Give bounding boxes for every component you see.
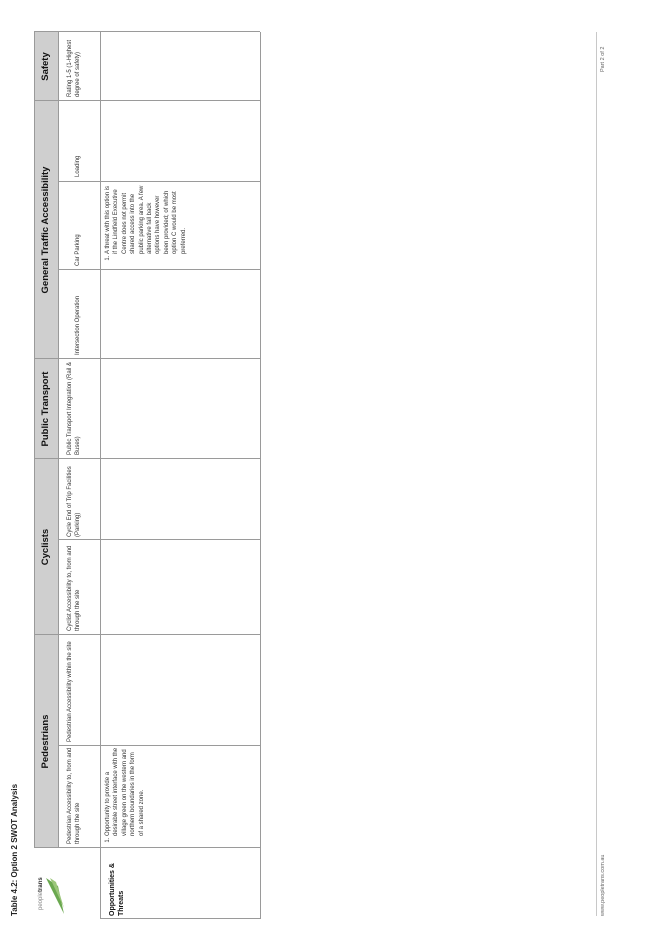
col-border-car-parking — [58, 269, 260, 270]
col-border-general-traffic — [34, 358, 260, 359]
subheader-safety-rating: Rating 1-5 (1-Highest degree of safety) — [67, 39, 81, 97]
col-border-safety — [34, 100, 260, 101]
footer-rule — [596, 32, 597, 916]
table-bottom-border — [260, 32, 261, 919]
subheader-cyc-end: Cycle End of Trip Facilities (Parking) — [67, 466, 81, 537]
header-band-bottom — [58, 32, 59, 848]
subheader-cyc-access: Cyclist Accessibility to, from and through the site — [67, 545, 81, 631]
group-safety: Safety — [40, 52, 51, 81]
table-left-border — [100, 918, 260, 919]
subheader-ped-within: Pedestrian Accessibility within the site — [67, 641, 73, 742]
col-border-row-label — [34, 847, 260, 848]
group-pedestrians: Pedestrians — [40, 714, 51, 769]
subheader-pt-integration: Public Transport Integration (Rail & Buses) — [67, 361, 81, 455]
group-public-transport: Public Transport — [40, 371, 51, 447]
cell-ped-access-item: 1. Opportunity to provide a desirable street interface with the village green on the western and northern boundaries in the form of a shared zone. — [104, 746, 146, 836]
group-cyclists: Cyclists — [40, 528, 51, 566]
subheader-intersection: Intersection Operation — [75, 295, 81, 355]
cell-ped-access — [104, 746, 146, 846]
subheader-car-parking: Car Parking — [75, 234, 81, 266]
subheader-bottom-border — [100, 32, 101, 919]
subheader-loading: Loading — [75, 155, 81, 177]
table-top-border — [34, 32, 35, 848]
group-general-traffic: General Traffic Accessibility — [40, 166, 51, 294]
logo-wordmark: peopletrans — [38, 877, 44, 910]
footer-url: www.peopletrans.com.au — [600, 854, 606, 916]
row-label: Opportunities & Threats — [109, 863, 125, 916]
col-border-loading — [58, 181, 260, 182]
col-border-public-transport — [34, 458, 260, 459]
col-border-cyc-end — [58, 539, 260, 540]
cell-car-parking-item: 1. A threat with this option is if the Lindfield Executive Centre does not permit shared access into the public parking area. A few alternative fall back options have however been provided; of which option C would be most preferred. — [104, 184, 188, 254]
cell-car-parking — [104, 184, 188, 264]
table-caption: Table 4.2: Option 2 SWOT Analysis — [10, 783, 19, 916]
table-right-border — [34, 31, 260, 32]
peopletrans-logo — [40, 876, 66, 916]
col-border-cyclists — [34, 634, 260, 635]
col-border-ped-within — [58, 745, 260, 746]
footer-page-number: Part 2 of 2 — [600, 46, 606, 72]
subheader-ped-access: Pedestrian Accessibility to, from and through the site — [67, 747, 81, 844]
